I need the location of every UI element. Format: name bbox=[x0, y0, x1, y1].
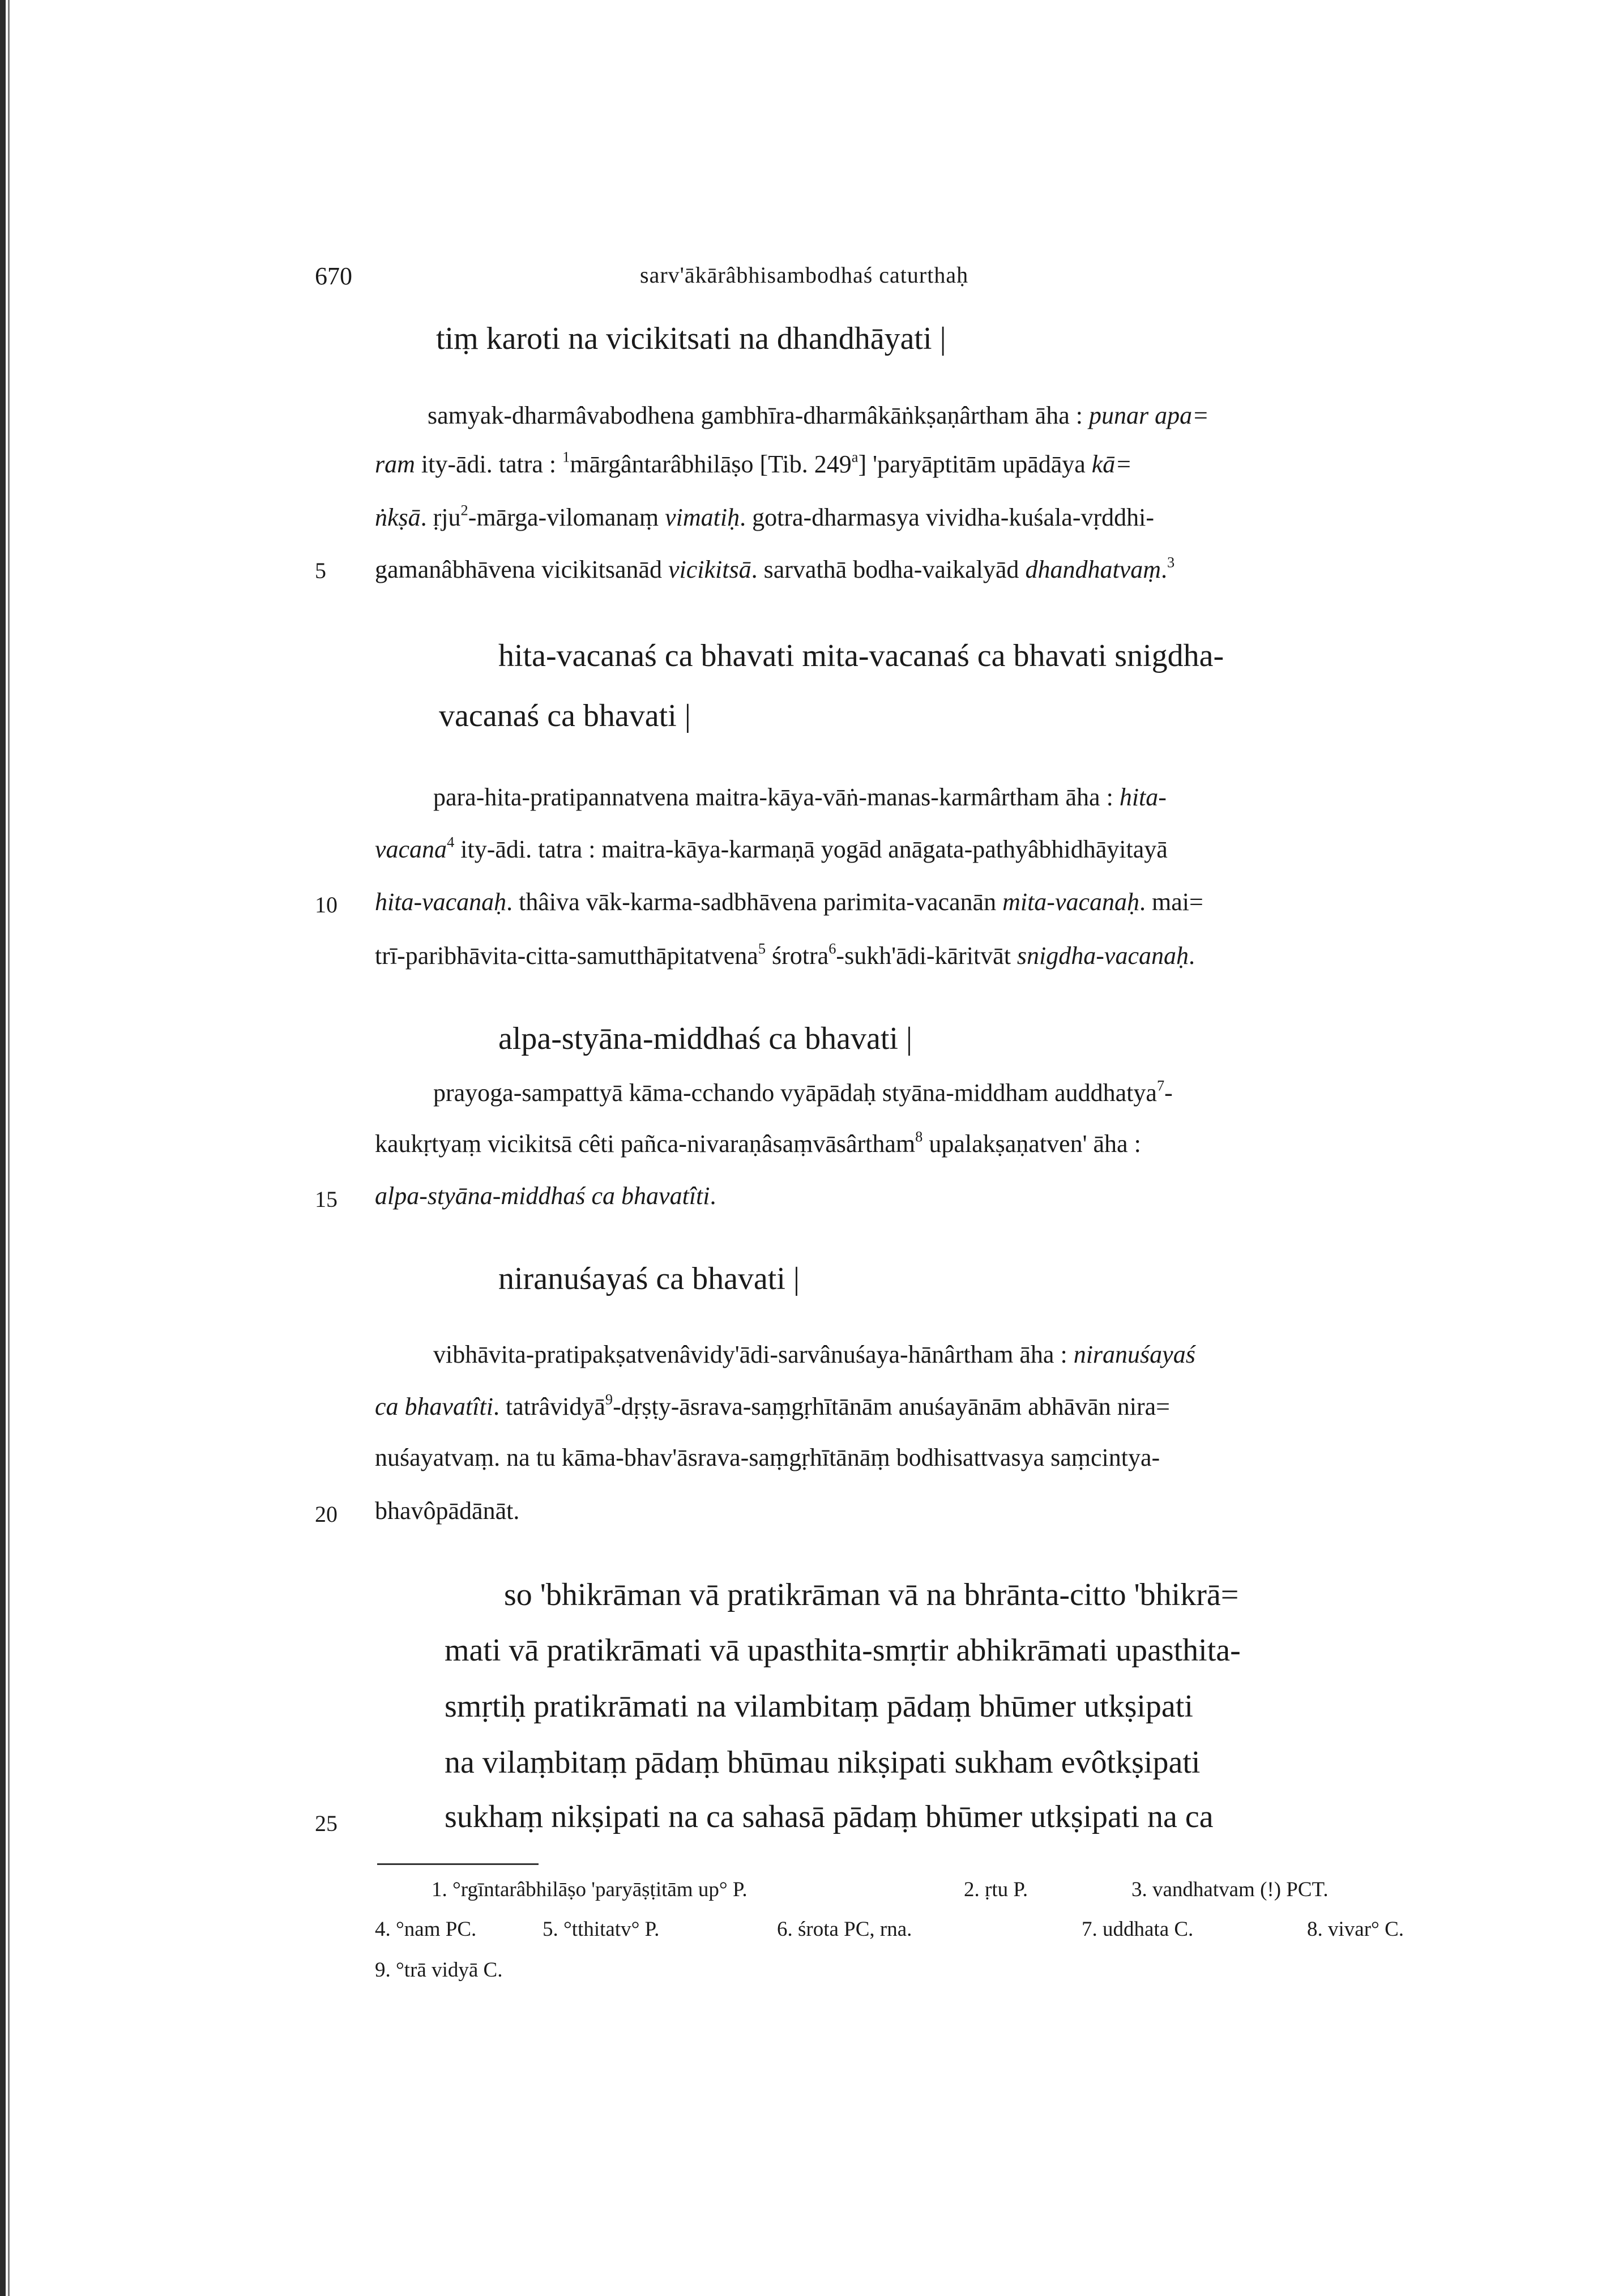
footnote: 8. vivar° C. bbox=[1307, 1918, 1404, 1941]
commentary-line: bhavôpādānāt. bbox=[375, 1497, 520, 1525]
footnote: 4. °nam PC. bbox=[375, 1918, 477, 1941]
page-number: 670 bbox=[315, 262, 352, 290]
line-number: 25 bbox=[315, 1811, 338, 1836]
commentary-line: ram ity-ādi. tatra : $^1$mārgântarâbhilāṣo [Tib. 249$^a$] 'paryāptitām upādāya kā= bbox=[375, 448, 1133, 478]
line-number: 20 bbox=[315, 1501, 338, 1527]
verse-line: alpa-styāna-middhaś ca bhavati | bbox=[498, 1021, 913, 1056]
footnote: 9. °trā vidyā C. bbox=[375, 1958, 503, 1982]
verse-line: tiṃ karoti na vicikitsati na dhandhāyati | bbox=[436, 321, 946, 356]
verse-line: niranuśayaś ca bhavati | bbox=[498, 1261, 800, 1296]
line-number: 5 bbox=[315, 558, 326, 583]
book-spine-edge bbox=[0, 0, 6, 2296]
verse-line: sukhaṃ nikṣipati na ca sahasā pādaṃ bhūmer utkṣipati na ca bbox=[445, 1799, 1214, 1834]
footnote: 5. °tthitatv° P. bbox=[543, 1918, 660, 1941]
verse-line: hita-vacanaś ca bhavati mita-vacanaś ca bhavati snigdha- bbox=[498, 638, 1224, 673]
running-title: sarv'ākārâbhisambodhaś caturthaḥ bbox=[640, 262, 969, 288]
commentary-line: ca bhavatîti. tatrâvidyā$^9$-dṛṣṭy-āsrava-saṃgṛhītānām anuśayānām abhāvān nira= bbox=[375, 1390, 1170, 1420]
commentary-line: trī-paribhāvita-citta-samutthāpitatvena$^5$ śrotra$^6$-sukh'ādi-kāritvāt snigdha-vacanaḥ. bbox=[375, 940, 1195, 970]
commentary-line: ṅkṣā. ṛju$^2$-mārga-vilomanaṃ vimatiḥ. gotra-dharmasya vividha-kuśala-vṛddhi- bbox=[375, 501, 1155, 531]
footnote: 2. ṛtu P. bbox=[964, 1878, 1028, 1901]
commentary-line: gamanâbhāvena vicikitsanād vicikitsā. sarvathā bodha-vaikalyād dhandhatvaṃ.$^3$ bbox=[375, 553, 1175, 583]
verse-line: na vilaṃbitaṃ pādaṃ bhūmau nikṣipati sukham evôtkṣipati bbox=[445, 1745, 1201, 1780]
footnote: 7. uddhata C. bbox=[1082, 1918, 1194, 1941]
footnote: 3. vandhatvam (!) PCT. bbox=[1131, 1878, 1329, 1901]
line-number: 10 bbox=[315, 892, 338, 917]
footnote-rule bbox=[377, 1863, 539, 1865]
commentary-line: alpa-styāna-middhaś ca bhavatîti. bbox=[375, 1182, 716, 1210]
commentary-line: prayoga-sampattyā kāma-cchando vyāpādaḥ styāna-middham auddhatya$^7$- bbox=[433, 1077, 1173, 1107]
commentary-line: hita-vacanaḥ. thâiva vāk-karma-sadbhāvena parimita-vacanān mita-vacanaḥ. mai= bbox=[375, 888, 1203, 916]
verse-line: vacanaś ca bhavati | bbox=[439, 698, 691, 733]
commentary-line: para-hita-pratipannatvena maitra-kāya-vāṅ-manas-karmârtham āha : hita- bbox=[433, 783, 1167, 811]
footnote: 1. °rgīntarâbhilāṣo 'paryāṣṭitām up° P. bbox=[432, 1878, 748, 1901]
verse-line: so 'bhikrāman vā pratikrāman vā na bhrānta-citto 'bhikrā= bbox=[504, 1577, 1239, 1612]
page-header bbox=[0, 262, 1623, 296]
commentary-line: vacana$^4$ ity-ādi. tatra : maitra-kāya-karmaṇā yogād anāgata-pathyâbhidhāyitayā bbox=[375, 833, 1168, 863]
commentary-line: samyak-dharmâvabodhena gambhīra-dharmâkāṅkṣaṇârtham āha : punar apa= bbox=[428, 402, 1209, 429]
commentary-line: nuśayatvaṃ. na tu kāma-bhav'āsrava-saṃgṛhītānāṃ bodhisattvasya saṃcintya- bbox=[375, 1444, 1160, 1471]
verse-line: mati vā pratikrāmati vā upasthita-smṛtir abhikrāmati upasthita- bbox=[445, 1633, 1241, 1668]
verse-line: smṛtiḥ pratikrāmati na vilambitaṃ pādaṃ bhūmer utkṣipati bbox=[445, 1689, 1193, 1724]
book-spine-shadow bbox=[8, 0, 10, 2296]
line-number: 15 bbox=[315, 1187, 338, 1212]
commentary-line: vibhāvita-pratipakṣatvenâvidy'ādi-sarvânuśaya-hānârtham āha : niranuśayaś bbox=[433, 1341, 1195, 1368]
commentary-line: kaukṛtyaṃ vicikitsā cêti pañca-nivaraṇâsaṃvāsârtham$^8$ upalakṣaṇatven' āha : bbox=[375, 1128, 1141, 1158]
footnote: 6. śrota PC, rna. bbox=[777, 1918, 912, 1941]
